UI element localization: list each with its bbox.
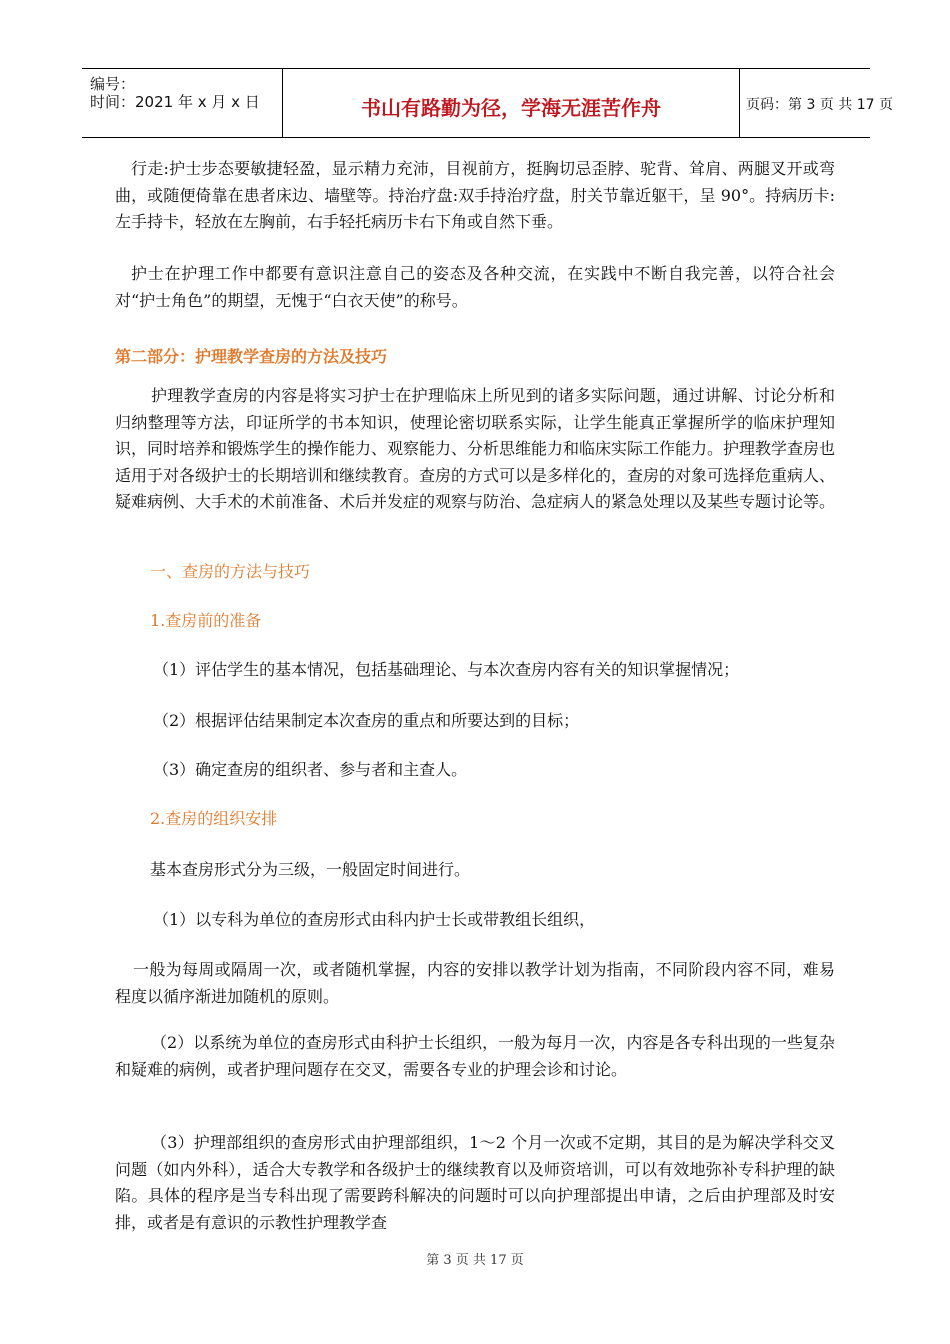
page-footer: 第 3 页 共 17 页 xyxy=(426,1253,524,1268)
paragraph-walking: 行走:护士步态要敏捷轻盈，显示精力充沛，目视前方，挺胸切忌歪脖、驼背、耸肩、两腿叉开或弯曲，或随便倚靠在患者床边、墙壁等。持治疗盘:双手持治疗盘，肘关节靠近躯干，呈 90°。持病历卡:左手持卡，轻放在左胸前，右手轻托病历卡右下角或自然下垂。 xyxy=(115,159,835,231)
paragraph-weekly: 一般为每周或隔周一次，或者随机掌握，内容的安排以教学计划为指南，不同阶段内容不同，难易程度以循序渐进加随机的原则。 xyxy=(115,960,835,1006)
header-meta xyxy=(82,69,282,137)
list-item-1: （1）评估学生的基本情况，包括基础理论、与本次查房内容有关的知识掌握情况； xyxy=(153,660,740,679)
subsection-title-organization: 2.查房的组织安排 xyxy=(150,809,278,828)
code-label: 编号： xyxy=(90,75,136,93)
subsection-title-preparation: 1.查房前的准备 xyxy=(150,611,262,630)
page-header xyxy=(82,68,893,138)
paragraph-posture: 护士在护理工作中都要有意识注意自己的姿态及各种交流，在实践中不断自我完善，以符合社会对“护士角色”的期望，无愧于“白衣天使”的称号。 xyxy=(115,264,835,310)
page-info: 页码：第 3 页 共 17 页 xyxy=(746,97,893,113)
list-item-2: （2）根据评估结果制定本次查房的重点和所要达到的目标； xyxy=(153,711,580,730)
list-item-4: （1）以专科为单位的查房形式由科内护士长或带教组长组织， xyxy=(153,910,596,929)
header-motto-cell xyxy=(282,69,740,137)
date-label: 时间：2021 年 x 月 x 日 xyxy=(90,93,260,111)
list-item-3: （3）确定查房的组织者、参与者和主查人。 xyxy=(153,760,468,779)
paragraph-levels: 基本查房形式分为三级，一般固定时间进行。 xyxy=(150,860,471,879)
section-title: 第二部分：护理教学查房的方法及技巧 xyxy=(115,347,388,366)
paragraph-system: （2）以系统为单位的查房形式由科护士长组织，一般为每月一次，内容是各专科出现的一些复杂和疑难的病例，或者护理问题存在交叉，需要各专业的护理会诊和讨论。 xyxy=(115,1033,835,1079)
paragraph-nursing-dept: （3）护理部组织的查房形式由护理部组织，1～2 个月一次或不定期，其目的是为解决学科交叉问题（如内外科），适合大专教学和各级护士的继续教育以及师资培训，可以有效地弥补专科护理的缺陷。具体的程序是当专科出现了需要跨科解决的问题时可以向护理部提出申请，之后由护理部及时安排，或者是有意识的示教性护理教学查 xyxy=(115,1133,835,1232)
header-page-cell xyxy=(739,69,893,137)
paragraph-intro: 护理教学查房的内容是将实习护士在护理临床上所见到的诸多实际问题，通过讲解、讨论分析和归纳整理等方法，印证所学的书本知识，使理论密切联系实际，让学生能真正掌握所学的临床护理知识，同时培养和锻炼学生的操作能力、观察能力、分析思维能力和临床实际工作能力。护理教学查房也适用于对各级护士的长期培训和继续教育。查房的方式可以是多样化的，查房的对象可选择危重病人、疑难病例、大手术的术前准备、术后并发症的观察与防治、急症病人的紧急处理以及某些专题讨论等。 xyxy=(115,386,836,511)
motto: 书山有路勤为径，学海无涯苦作舟 xyxy=(361,96,661,120)
subsection-title-methods: 一、查房的方法与技巧 xyxy=(150,562,311,581)
